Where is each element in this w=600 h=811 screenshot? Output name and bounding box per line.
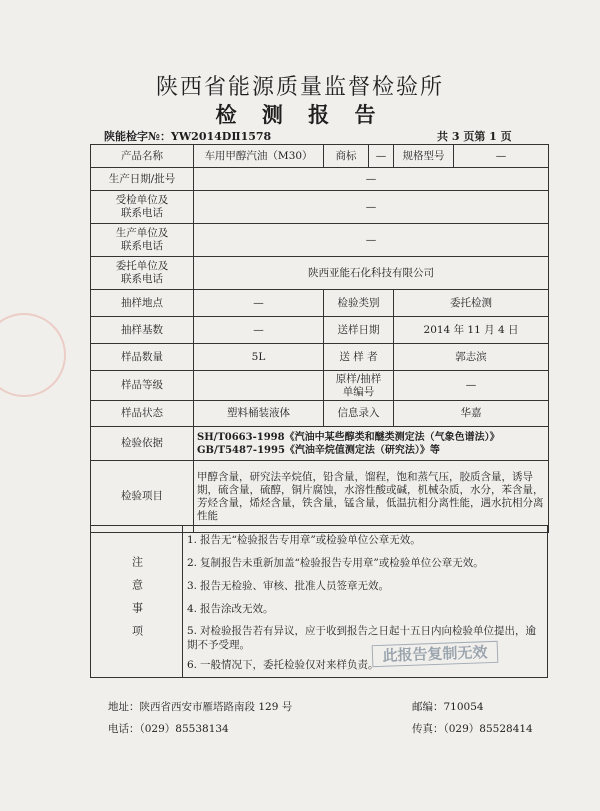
- row-sample-qty: [91, 344, 549, 371]
- footer-address: 地址：陕西省西安市雁塔路南段 129 号: [108, 701, 293, 713]
- note-item: [187, 579, 545, 593]
- sample-base-label: 抽样基数: [91, 317, 194, 344]
- prod-date-label: 生产日期/批号: [91, 168, 194, 191]
- state-value: 塑料桶装液体: [194, 401, 324, 427]
- sample-qty-value: 5L: [194, 344, 324, 371]
- orig-no-label: [324, 371, 394, 401]
- row-product: [91, 145, 549, 168]
- sender-label: 送 样 者: [324, 344, 394, 371]
- org-title: 陕西省能源质量监督检验所: [155, 75, 444, 100]
- footer-phone: 电话：（029）85538134: [108, 723, 229, 735]
- row-basis: [91, 427, 549, 461]
- note-number: 3.: [187, 580, 198, 592]
- product-name-value: 车用甲醇汽油（M30）: [194, 145, 324, 168]
- page-info: 共 3 页第 1 页: [437, 130, 512, 143]
- report-number-value: YW2014DⅡ1578: [170, 130, 272, 143]
- brand-value: —: [369, 145, 394, 168]
- delivery-date-value: 2014 年 11 月 4 日: [394, 317, 549, 344]
- items-value: 甲醇含量，研究法辛烷值，铅含量，馏程，饱和蒸气压，胶质含量，诱导期，硫含量，硫醇，铜片腐蚀，水溶性酸或碱，机械杂质，水分，苯含量，芳烃含量，烯烃含量，铁含量，锰含量，低温抗相分离性能，遇水抗相分离性能: [194, 461, 549, 533]
- sampling-site-value: —: [194, 290, 324, 317]
- orig-no-value: —: [394, 371, 549, 401]
- state-label: 样品状态: [91, 401, 194, 427]
- basis-line-2: GB/T5487-1995《汽油辛烷值测定法（研究法）》等: [197, 444, 440, 456]
- grade-label: 样品等级: [91, 371, 194, 401]
- report-form: [90, 144, 549, 533]
- row-producer: [91, 224, 549, 257]
- info-entry-value: 华嘉: [394, 401, 549, 427]
- row-client: [91, 257, 549, 290]
- note-text: 对检验报告若有异议，应于收到报告之日起十五日内向检验单位提出，逾期不予受理。: [187, 625, 536, 651]
- note-text: 报告涂改无效。: [200, 603, 274, 615]
- items-label: 检验项目: [91, 461, 194, 533]
- sampling-site-label: 抽样地点: [91, 290, 194, 317]
- report-number: [104, 128, 271, 144]
- sample-qty-label: 样品数量: [91, 344, 194, 371]
- note-text: 报告无“检验报告专用章”或检验单位公章无效。: [200, 534, 421, 546]
- report-title: 检 测 报 告: [215, 103, 385, 127]
- inspected-unit-value: —: [194, 191, 549, 224]
- product-name-label: 产品名称: [91, 145, 194, 168]
- model-label: 规格型号: [394, 145, 454, 168]
- inspected-unit-label: [91, 191, 194, 224]
- client-label: [91, 257, 194, 290]
- note-item: [187, 602, 545, 616]
- row-sample-base: [91, 317, 549, 344]
- row-prod-date: [91, 168, 549, 191]
- model-value: —: [454, 145, 549, 168]
- note-number: 4.: [187, 603, 198, 615]
- test-type-value: 委托检测: [394, 290, 549, 317]
- row-inspected-unit: [91, 191, 549, 224]
- row-items: [91, 461, 549, 533]
- row-state: [91, 401, 549, 427]
- producer-value: —: [194, 224, 549, 257]
- orig-no-label-line2: 单编号: [342, 385, 375, 398]
- note-number: 2.: [187, 557, 198, 569]
- producer-label-line1: 生产单位及: [115, 227, 169, 239]
- note-number: 1.: [187, 534, 198, 546]
- note-text: 报告无检验、审核、批准人员签章无效。: [200, 580, 389, 592]
- notes-label: [91, 526, 183, 677]
- orig-no-label-line1: 原样/抽样: [335, 372, 382, 385]
- notes-label-text: 注意事项: [130, 555, 144, 648]
- producer-label: [91, 224, 194, 257]
- footer-fax: 传真：（029）85528414: [412, 723, 533, 735]
- client-label-line2: 联系电话: [121, 273, 163, 285]
- inspected-unit-label-line2: 联系电话: [121, 207, 163, 219]
- client-label-line1: 委托单位及: [115, 260, 169, 272]
- info-entry-label: 信息录入: [324, 401, 394, 427]
- note-item: [187, 556, 545, 570]
- basis-value: [194, 427, 549, 461]
- note-item: [187, 533, 545, 547]
- note-number: 6.: [187, 659, 198, 671]
- basis-label: 检验依据: [91, 427, 194, 461]
- basis-line-1: SH/T0663-1998《汽油中某些醇类和醚类测定法（气象色谱法）》: [197, 431, 500, 443]
- note-text: 复制报告未重新加盖“检验报告专用章”或检验单位公章无效。: [200, 557, 484, 569]
- footer-postcode: 邮编：710054: [412, 701, 484, 713]
- sample-base-value: —: [194, 317, 324, 344]
- inspected-unit-label-line1: 受检单位及: [115, 194, 169, 206]
- row-sampling-site: [91, 290, 549, 317]
- prod-date-value: —: [194, 168, 549, 191]
- seal-mark: [0, 313, 66, 397]
- brand-label: 商标: [324, 145, 369, 168]
- producer-label-line2: 联系电话: [121, 240, 163, 252]
- grade-value: [194, 371, 324, 401]
- report-number-label: 陕能检字№：: [104, 130, 171, 143]
- copy-invalid-stamp: 此报告复制无效: [372, 641, 499, 667]
- delivery-date-label: 送样日期: [324, 317, 394, 344]
- row-grade: [91, 371, 549, 401]
- note-text: 一般情况下，委托检验仅对来样负责。: [200, 659, 379, 671]
- client-value: 陕西亚能石化科技有限公司: [194, 257, 549, 290]
- sender-value: 郭志滨: [394, 344, 549, 371]
- test-type-label: 检验类别: [324, 290, 394, 317]
- note-number: 5.: [187, 625, 198, 637]
